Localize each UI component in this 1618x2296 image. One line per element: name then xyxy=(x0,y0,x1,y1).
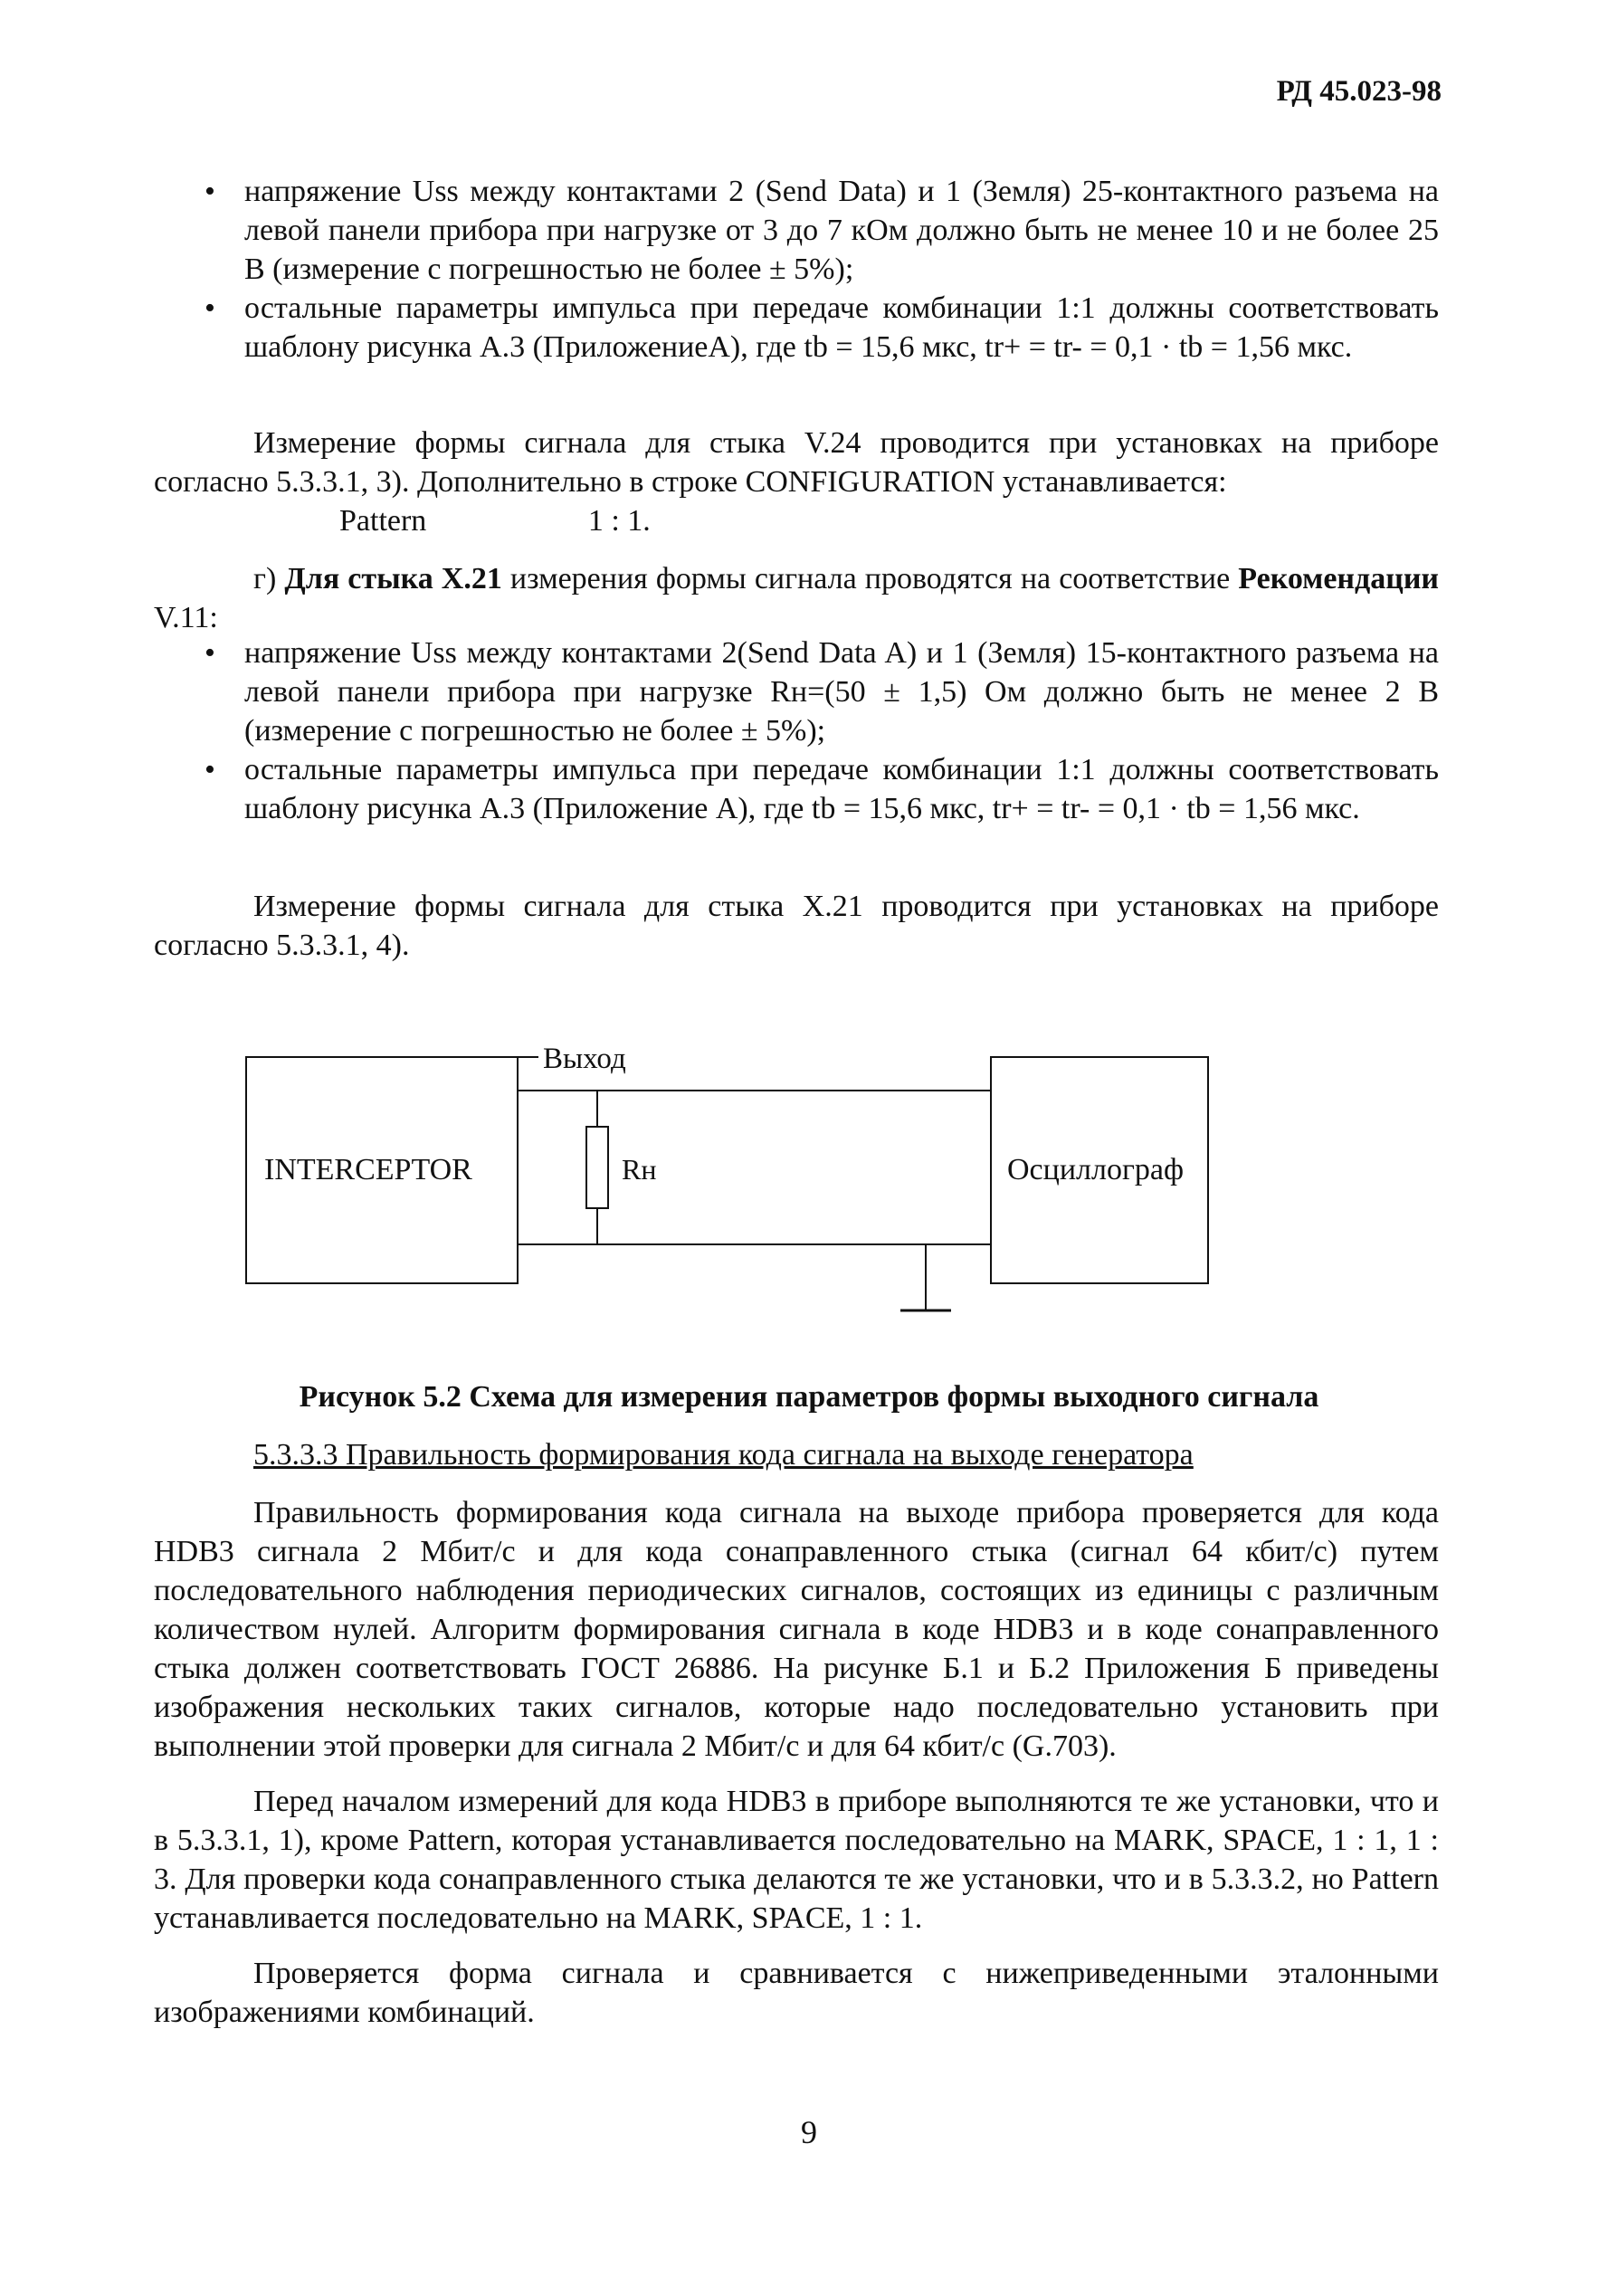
x21-requirements-list xyxy=(244,634,1439,828)
pattern-label: Pattern xyxy=(339,504,427,538)
list-item: • остальные параметры импульса при передаче комбинации 1:1 должны соответствовать шаблону рисунка А.3 (ПриложениеА), где tb = 15,6 мкс, tr+ = tr- = 0,1 · tb = 1,56 мкс. xyxy=(244,289,1439,367)
list-item: • напряжение Uss между контактами 2 (Send Data) и 1 (Земля) 25-контактного разъема на левой панели прибора при нагрузке от 3 до 7 кОм должно быть не менее 10 и не более 25 В (измерение с погрешностью не более ± 5%); xyxy=(244,172,1439,289)
page-number: 9 xyxy=(801,2114,817,2150)
list-item: • напряжение Uss между контактами 2(Send Data A) и 1 (Земля) 15-контактного разъема на левой панели прибора при нагрузке Rн=(50 ± 1,5) Ом должно быть не менее 2 В (измерение с погрешностью не более ± 5%); xyxy=(244,634,1439,750)
figure-caption: Рисунок 5.2 Схема для измерения параметров формы выходного сигнала xyxy=(299,1380,1319,1414)
v24-requirements-list xyxy=(244,172,1439,367)
recommendation-label: Рекомендации xyxy=(1238,562,1439,595)
recommendation-number: V.11: xyxy=(154,601,218,634)
x21-intro-block xyxy=(154,559,1439,637)
section-title: 5.3.3.3 Правильность формирования кода сигнала на выходе генератора xyxy=(253,1438,1194,1472)
x21-intro-text: измерения формы сигнала проводятся на соответствие xyxy=(509,562,1231,595)
paragraph: Измерение формы сигнала для стыка V.24 проводится при установках на приборе согласно 5.3.3.1, 3). Дополнительно в строке CONFIGURATION устанавливается: xyxy=(154,426,1439,499)
item-marker: г) xyxy=(253,562,277,595)
list-item: • остальные параметры импульса при передаче комбинации 1:1 должны соответствовать шаблону рисунка А.3 (Приложение А), где tb = 15,6 мкс, tr+ = tr- = 0,1 · tb = 1,56 мкс. xyxy=(244,750,1439,828)
body-text xyxy=(154,1493,1439,2032)
x21-paragraph-block xyxy=(154,887,1439,965)
resistor-symbol xyxy=(586,1127,608,1208)
v24-paragraph-block xyxy=(154,424,1439,501)
pattern-setting xyxy=(339,501,651,540)
output-label: Выход xyxy=(543,1043,626,1075)
paragraph: Проверяется форма сигнала и сравнивается с нижеприведенными эталонными изображениями комбинаций. xyxy=(154,1957,1439,2029)
measurement-circuit-diagram xyxy=(231,1023,1244,1330)
paragraph: Правильность формирования кода сигнала на выходе прибора проверяется для кода HDB3 сигнала 2 Мбит/с и для кода сонаправленного стыка (сигнал 64 кбит/с) путем последовательного наблюдения периодических сигналов, состоящих из единицы с различным количеством нулей. Алгоритм формирования сигнала в коде HDB3 и в коде сонаправленного стыка должен соответствовать ГОСТ 26886. На рисунке Б.1 и Б.2 Приложения Б приведены изображения нескольких таких сигналов, которые надо последовательно установить при выполнении этой проверки для сигнала 2 Мбит/с и для 64 кбит/с (G.703). xyxy=(154,1496,1439,1763)
interceptor-label: INTERCEPTOR xyxy=(264,1153,472,1186)
document-code: РД 45.023-98 xyxy=(1276,75,1442,108)
resistor-label: Rн xyxy=(622,1153,657,1186)
x21-intro xyxy=(154,559,1439,637)
paragraph: Перед началом измерений для кода HDB3 в приборе выполняются те же установки, что и в 5.3.3.1, 1), кроме Pattern, которая устанавливается последовательно на MARK, SPACE, 1 : 1, 1 : 3. Для проверки кода сонаправленного стыка делаются те же установки, что и в 5.3.3.2, но Pattern устанавливается последовательно на MARK, SPACE, 1 : 1. xyxy=(154,1785,1439,1935)
oscilloscope-label: Осциллограф xyxy=(1007,1153,1185,1186)
pattern-value: 1 : 1. xyxy=(587,504,651,538)
x21-heading: Для стыка Х.21 xyxy=(284,562,502,595)
paragraph: Измерение формы сигнала для стыка Х.21 проводится при установках на приборе согласно 5.3.3.1, 4). xyxy=(154,890,1439,962)
